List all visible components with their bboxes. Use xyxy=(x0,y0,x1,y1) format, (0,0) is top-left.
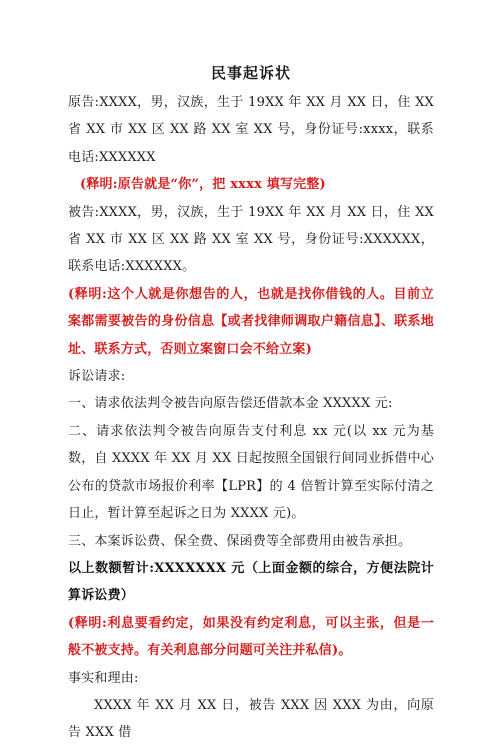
claim-item-2: 二、请求依法判令被告向原告支付利息 xx 元(以 xx 元为基数，自 XXXX 年 XX 月 XX 日起按照全国银行间同业拆借中心公布的贷款市场报价利率【LPR】的 4 倍暂计算至实际付清之日止，暂计算至起诉之日为 XXXX 元)。 xyxy=(68,423,434,522)
document-title: 民事起诉状 xyxy=(210,64,291,82)
claim-item-1: 一、请求依法判令被告向原告偿还借款本金 XXXXX 元: xyxy=(68,396,393,412)
total-amount-line: 以上数额暂计:XXXXXXX 元（上面金额的综合，方便法院计算诉讼费） xyxy=(68,560,434,604)
facts-text: XXXX 年 XX 月 XX 日，被告 XXX 因 XXX 为由，向原告 XXX 借 xyxy=(68,697,434,741)
defendant-info: 被告:XXXX，男，汉族，生于 19XX 年 XX 月 XX 日，住 XX 省 XX 市 XX 区 XX 路 XX 室 XX 号，身份证号:XXXXXX，联系电话:XXXXXX。 xyxy=(68,204,434,275)
note-plaintiff: (释明:原告就是“你”，把 xxxx 填写完整) xyxy=(80,177,326,193)
note-defendant: (释明:这个人就是你想告的人，也就是找你借钱的人。目前立案都需要被告的身份信息【或者找律师调取户籍信息】、联系地址、联系方式，否则立案窗口会不给立案) xyxy=(68,286,434,357)
plaintiff-info: 原告:XXXX，男，汉族，生于 19XX 年 XX 月 XX 日，住 XX 省 XX 市 XX 区 XX 路 XX 室 XX 号，身份证号:xxxx，联系电话:XXXXXX xyxy=(68,95,434,165)
claim-item-3: 三、本案诉讼费、保全费、保函费等全部费用由被告承担。 xyxy=(68,533,412,549)
note-interest: (释明:利息要看约定，如果没有约定利息，可以主张，但是一般不被支持。有关利息部分问题可关注并私信)。 xyxy=(68,615,434,659)
claims-heading: 诉讼请求: xyxy=(68,369,126,385)
facts-heading: 事实和理由: xyxy=(68,670,139,686)
